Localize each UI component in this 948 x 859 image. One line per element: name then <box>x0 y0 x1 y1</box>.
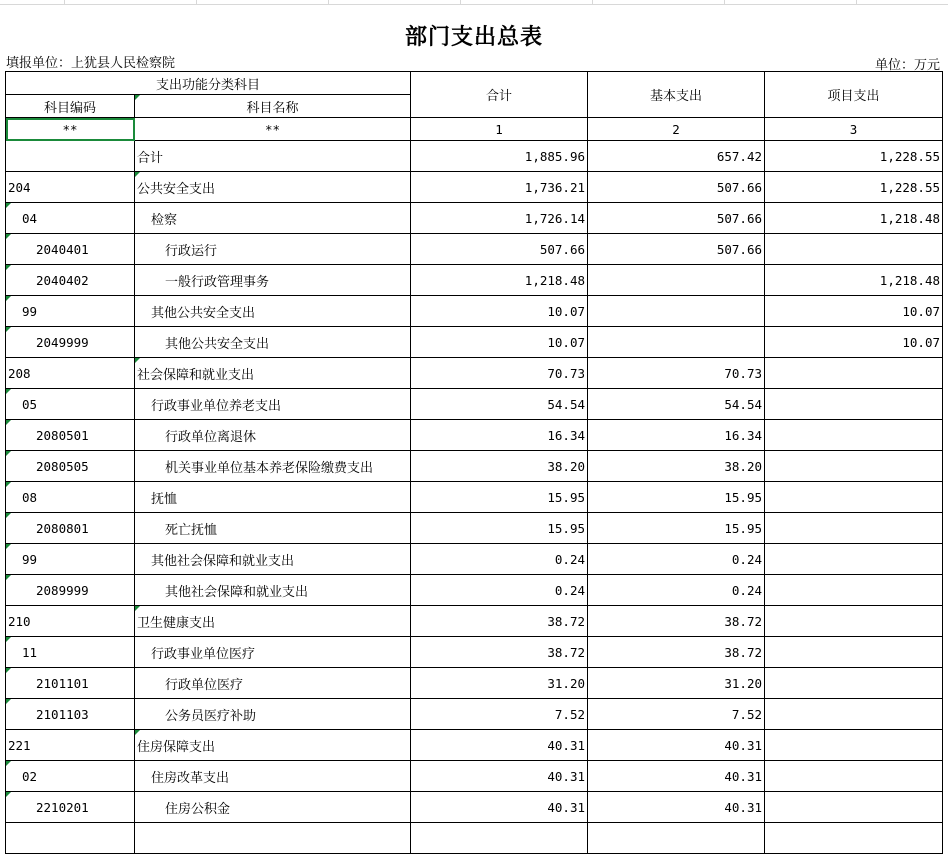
cell-total[interactable]: 38.72 <box>411 606 588 637</box>
table-row <box>6 606 943 637</box>
page-title: 部门支出总表 <box>404 24 543 50</box>
cell-code[interactable]: 99 <box>6 544 135 575</box>
cell-total[interactable]: 1,726.14 <box>411 203 588 234</box>
cell-name[interactable]: 机关事业单位基本养老保险缴费支出 <box>135 451 411 482</box>
cell-name[interactable]: 其他社会保障和就业支出 <box>135 544 411 575</box>
index-total[interactable]: 1 <box>411 118 588 141</box>
cell-total[interactable]: 16.34 <box>411 420 588 451</box>
cell-name[interactable]: 行政单位离退休 <box>135 420 411 451</box>
cell-project[interactable] <box>765 513 943 544</box>
cell-total[interactable]: 1,218.48 <box>411 265 588 296</box>
header-name[interactable]: 科目名称 <box>135 95 411 118</box>
cell-basic[interactable]: 16.34 <box>588 420 765 451</box>
cell-code[interactable]: 2101103 <box>6 699 135 730</box>
cell-name[interactable]: 行政事业单位医疗 <box>135 637 411 668</box>
cell-project[interactable] <box>765 451 943 482</box>
cell-basic[interactable] <box>588 327 765 358</box>
cell-basic[interactable]: 40.31 <box>588 792 765 823</box>
cell-project[interactable] <box>765 761 943 792</box>
cell-code[interactable]: 11 <box>6 637 135 668</box>
cell-total[interactable]: 40.31 <box>411 730 588 761</box>
cell-name[interactable]: 行政运行 <box>135 234 411 265</box>
cell-project[interactable] <box>765 544 943 575</box>
cell-code[interactable]: 2080801 <box>6 513 135 544</box>
table-row <box>6 141 943 172</box>
cell-code[interactable] <box>6 141 135 172</box>
table-row <box>6 358 943 389</box>
cell-project[interactable]: 1,218.48 <box>765 265 943 296</box>
table-row <box>6 327 943 358</box>
cell-basic[interactable]: 70.73 <box>588 358 765 389</box>
cell-basic[interactable]: 40.31 <box>588 761 765 792</box>
cell-project[interactable] <box>765 575 943 606</box>
index-row <box>6 118 943 141</box>
cell-basic[interactable]: 0.24 <box>588 575 765 606</box>
table-row <box>6 296 943 327</box>
cell-total[interactable]: 1,885.96 <box>411 141 588 172</box>
cell-code[interactable]: 221 <box>6 730 135 761</box>
cell-project[interactable] <box>765 234 943 265</box>
cell-code[interactable]: 2080505 <box>6 451 135 482</box>
cell-name[interactable]: 卫生健康支出 <box>135 606 411 637</box>
cell-basic[interactable]: 38.20 <box>588 451 765 482</box>
table-row <box>6 730 943 761</box>
cell-name[interactable]: 公务员医疗补助 <box>135 699 411 730</box>
cell-basic[interactable]: 7.52 <box>588 699 765 730</box>
table-row <box>6 451 943 482</box>
cell-total[interactable]: 10.07 <box>411 327 588 358</box>
cell-name[interactable]: 行政事业单位养老支出 <box>135 389 411 420</box>
table-row <box>6 823 943 854</box>
cell-basic[interactable]: 507.66 <box>588 234 765 265</box>
cell-project[interactable] <box>765 420 943 451</box>
cell-code[interactable]: 05 <box>6 389 135 420</box>
cell-basic[interactable]: 31.20 <box>588 668 765 699</box>
header-row-1 <box>6 72 943 95</box>
cell-name[interactable]: 社会保障和就业支出 <box>135 358 411 389</box>
cell-code[interactable]: 2101101 <box>6 668 135 699</box>
cell-code[interactable]: 2210201 <box>6 792 135 823</box>
cell-basic[interactable]: 507.66 <box>588 172 765 203</box>
table-row <box>6 389 943 420</box>
cell-total[interactable]: 0.24 <box>411 544 588 575</box>
cell-basic[interactable]: 0.24 <box>588 544 765 575</box>
cell-total[interactable]: 31.20 <box>411 668 588 699</box>
table-row <box>6 420 943 451</box>
column-header-strip <box>0 0 948 5</box>
unit-row <box>6 52 940 73</box>
cell-name[interactable]: 一般行政管理事务 <box>135 265 411 296</box>
cell-total[interactable]: 40.31 <box>411 761 588 792</box>
cell-name[interactable]: 抚恤 <box>135 482 411 513</box>
cell-name[interactable]: 检察 <box>135 203 411 234</box>
cell-total[interactable]: 54.54 <box>411 389 588 420</box>
cell-project[interactable] <box>765 606 943 637</box>
cell-name[interactable]: 其他社会保障和就业支出 <box>135 575 411 606</box>
index-basic[interactable]: 2 <box>588 118 765 141</box>
cell-code[interactable]: 2080501 <box>6 420 135 451</box>
cell-total[interactable]: 38.72 <box>411 637 588 668</box>
cell-name[interactable]: 合计 <box>135 141 411 172</box>
cell-basic[interactable]: 54.54 <box>588 389 765 420</box>
cell-total[interactable]: 0.24 <box>411 575 588 606</box>
cell-basic[interactable]: 15.95 <box>588 513 765 544</box>
cell-project[interactable]: 1,228.55 <box>765 172 943 203</box>
cell-project[interactable]: 10.07 <box>765 296 943 327</box>
cell-total[interactable]: 15.95 <box>411 482 588 513</box>
cell-project[interactable] <box>765 823 943 854</box>
index-code[interactable]: ** <box>6 118 135 141</box>
cell-code[interactable]: 2049999 <box>6 327 135 358</box>
table-row <box>6 637 943 668</box>
table-row <box>6 265 943 296</box>
cell-total[interactable]: 7.52 <box>411 699 588 730</box>
cell-basic[interactable] <box>588 296 765 327</box>
cell-name[interactable]: 公共安全支出 <box>135 172 411 203</box>
header-project[interactable]: 项目支出 <box>765 72 943 118</box>
cell-total[interactable]: 40.31 <box>411 792 588 823</box>
header-basic[interactable]: 基本支出 <box>588 72 765 118</box>
cell-code[interactable]: 2089999 <box>6 575 135 606</box>
cell-project[interactable] <box>765 792 943 823</box>
index-project[interactable]: 3 <box>765 118 943 141</box>
cell-name[interactable]: 其他公共安全支出 <box>135 296 411 327</box>
header-code[interactable]: 科目编码 <box>6 95 135 118</box>
table-row <box>6 482 943 513</box>
cell-name[interactable]: 行政单位医疗 <box>135 668 411 699</box>
cell-total[interactable]: 1,736.21 <box>411 172 588 203</box>
cell-code[interactable]: 99 <box>6 296 135 327</box>
table-row <box>6 668 943 699</box>
cell-total[interactable]: 15.95 <box>411 513 588 544</box>
currency-unit-label: 单位：万元 <box>874 58 940 73</box>
cell-code[interactable]: 210 <box>6 606 135 637</box>
cell-project[interactable] <box>765 482 943 513</box>
cell-code[interactable]: 08 <box>6 482 135 513</box>
header-function-group[interactable]: 支出功能分类科目 <box>6 72 411 95</box>
cell-project[interactable]: 1,228.55 <box>765 141 943 172</box>
index-name[interactable]: ** <box>135 118 411 141</box>
table-row <box>6 513 943 544</box>
cell-total[interactable]: 10.07 <box>411 296 588 327</box>
cell-code[interactable]: 2040402 <box>6 265 135 296</box>
cell-basic[interactable]: 40.31 <box>588 730 765 761</box>
cell-name[interactable]: 住房保障支出 <box>135 730 411 761</box>
cell-code[interactable]: 04 <box>6 203 135 234</box>
cell-name[interactable]: 住房公积金 <box>135 792 411 823</box>
table-row <box>6 792 943 823</box>
cell-total[interactable]: 70.73 <box>411 358 588 389</box>
cell-name[interactable] <box>135 823 411 854</box>
cell-basic[interactable]: 657.42 <box>588 141 765 172</box>
table-row <box>6 544 943 575</box>
cell-name[interactable]: 其他公共安全支出 <box>135 327 411 358</box>
cell-basic[interactable] <box>588 823 765 854</box>
reporting-unit-label: 填报单位：上犹县人民检察院 <box>6 56 176 71</box>
cell-project[interactable] <box>765 358 943 389</box>
cell-basic[interactable]: 38.72 <box>588 606 765 637</box>
cell-basic[interactable]: 15.95 <box>588 482 765 513</box>
cell-project[interactable] <box>765 730 943 761</box>
cell-project[interactable]: 10.07 <box>765 327 943 358</box>
cell-code[interactable] <box>6 823 135 854</box>
cell-project[interactable] <box>765 637 943 668</box>
cell-total[interactable]: 507.66 <box>411 234 588 265</box>
cell-project[interactable] <box>765 389 943 420</box>
cell-name[interactable]: 住房改革支出 <box>135 761 411 792</box>
expenditure-table <box>5 71 943 854</box>
cell-code[interactable]: 208 <box>6 358 135 389</box>
table-row <box>6 172 943 203</box>
cell-code[interactable]: 02 <box>6 761 135 792</box>
table-row <box>6 699 943 730</box>
cell-code[interactable]: 204 <box>6 172 135 203</box>
cell-total[interactable] <box>411 823 588 854</box>
cell-code[interactable]: 2040401 <box>6 234 135 265</box>
table-row <box>6 203 943 234</box>
cell-total[interactable]: 38.20 <box>411 451 588 482</box>
table-row <box>6 234 943 265</box>
cell-project[interactable] <box>765 699 943 730</box>
cell-basic[interactable]: 507.66 <box>588 203 765 234</box>
cell-name[interactable]: 死亡抚恤 <box>135 513 411 544</box>
cell-basic[interactable]: 38.72 <box>588 637 765 668</box>
cell-project[interactable]: 1,218.48 <box>765 203 943 234</box>
table-row <box>6 761 943 792</box>
header-total[interactable]: 合计 <box>411 72 588 118</box>
cell-basic[interactable] <box>588 265 765 296</box>
cell-project[interactable] <box>765 668 943 699</box>
table-row <box>6 575 943 606</box>
